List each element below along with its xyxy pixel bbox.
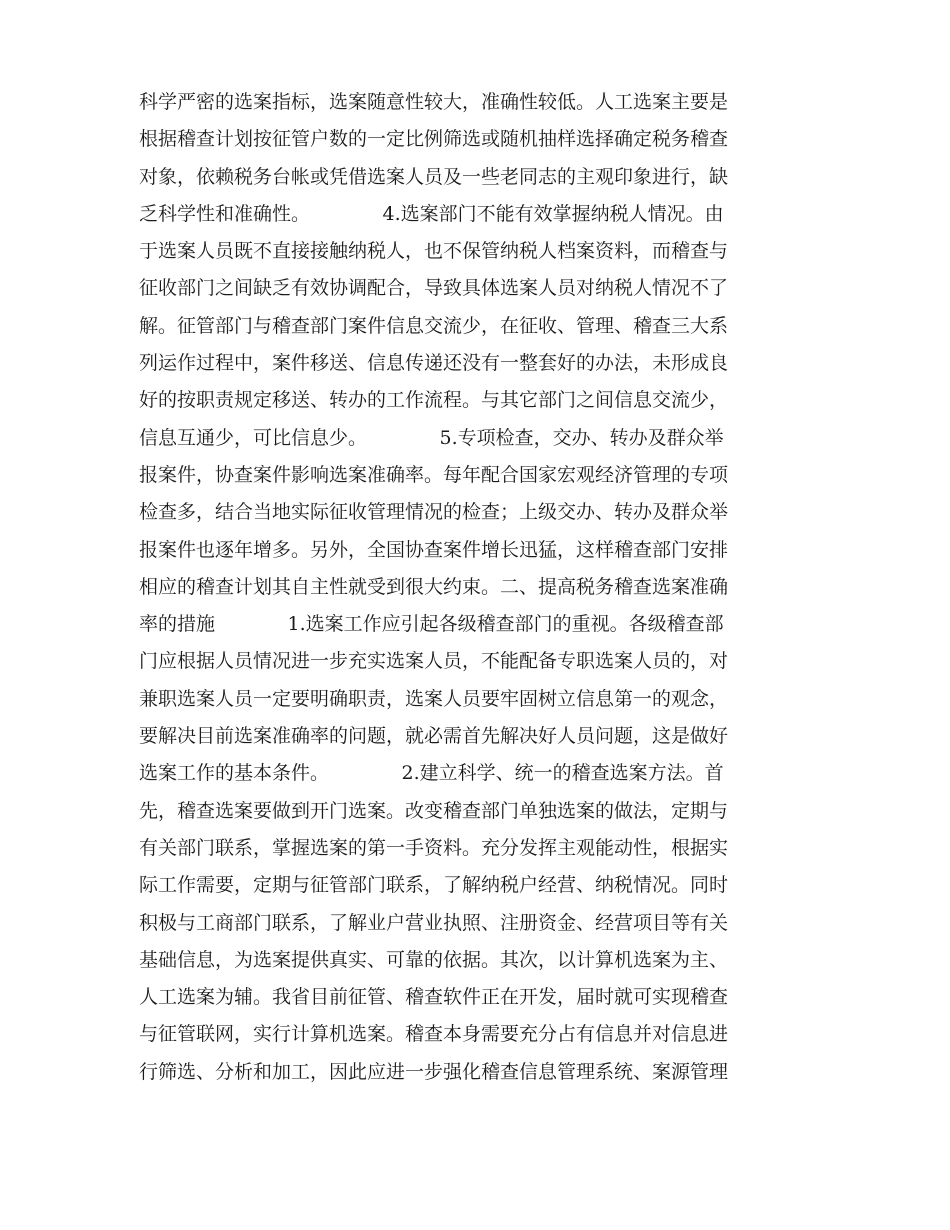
text-line: 兼职选案人员一定要明确职责，选案人员要牢固树立信息第一的观念， (139, 687, 729, 710)
text-line: 有关部门联系，掌握选案的第一手资料。充分发挥主观能动性，根据实 (139, 836, 729, 859)
text-line: 科学严密的选案指标，选案随意性较大，准确性较低。人工选案主要是 (139, 91, 729, 113)
text-line: 征收部门之间缺乏有效协调配合，导致具体选案人员对纳税人情况不了 (139, 277, 729, 300)
text-line: 相应的稽查计划其自主性就受到很大约束。二、提高税务稽查选案准确 (139, 575, 729, 598)
text-line: 根据稽查计划按征管户数的一定比例筛选或随机抽样选择确定税务稽查 (139, 128, 729, 151)
text-line: 好的按职责规定移送、转办的工作流程。与其它部门之间信息交流少， (139, 389, 729, 412)
text-line: 乏科学性和准确性。 4.选案部门不能有效掌握纳税人情况。由 (139, 202, 724, 225)
text-line: 信息互通少，可比信息少。 5.专项检查，交办、转办及群众举 (139, 426, 724, 449)
text-line: 解。征管部门与稽查部门案件信息交流少，在征收、管理、稽查三大系 (139, 314, 729, 337)
text-line: 基础信息，为选案提供真实、可靠的依据。其次，以计算机选案为主、 (139, 948, 729, 971)
text-line: 要解决目前选案准确率的问题，就必需首先解决好人员问题，这是做好 (139, 725, 729, 748)
text-line: 先，稽查选案要做到开门选案。改变稽查部门单独选案的做法，定期与 (139, 799, 729, 822)
text-line: 人工选案为辅。我省目前征管、稽查软件正在开发，届时就可实现稽查 (139, 986, 729, 1009)
text-line: 于选案人员既不直接接触纳税人，也不保管纳税人档案资料，而稽查与 (139, 240, 729, 263)
text-line: 列运作过程中，案件移送、信息传递还没有一整套好的办法，未形成良 (139, 352, 729, 375)
text-line: 门应根据人员情况进一步充实选案人员，不能配备专职选案人员的，对 (139, 650, 729, 673)
text-line: 与征管联网，实行计算机选案。稽查本身需要充分占有信息并对信息进 (139, 1023, 729, 1046)
text-line: 对象，依赖税务台帐或凭借选案人员及一些老同志的主观印象进行，缺 (139, 165, 729, 188)
body-text (139, 84, 819, 1091)
text-line: 行筛选、分析和加工，因此应进一步强化稽查信息管理系统、案源管理 (139, 1060, 729, 1083)
text-line: 检查多，结合当地实际征收管理情况的检查；上级交办、转办及群众举 (139, 501, 729, 524)
text-line: 报案件也逐年增多。另外，全国协查案件增长迅猛，这样稽查部门安排 (139, 538, 729, 561)
text-line: 报案件，协查案件影响选案准确率。每年配合国家宏观经济管理的专项 (139, 463, 729, 486)
text-line: 率的措施 1.选案工作应引起各级稽查部门的重视。各级稽查部 (139, 613, 724, 636)
text-line: 选案工作的基本条件。 2.建立科学、统一的稽查选案方法。首 (139, 762, 724, 785)
text-line: 际工作需要，定期与征管部门联系，了解纳税户经营、纳税情况。同时 (139, 874, 729, 897)
text-line: 积极与工商部门联系，了解业户营业执照、注册资金、经营项目等有关 (139, 911, 729, 934)
